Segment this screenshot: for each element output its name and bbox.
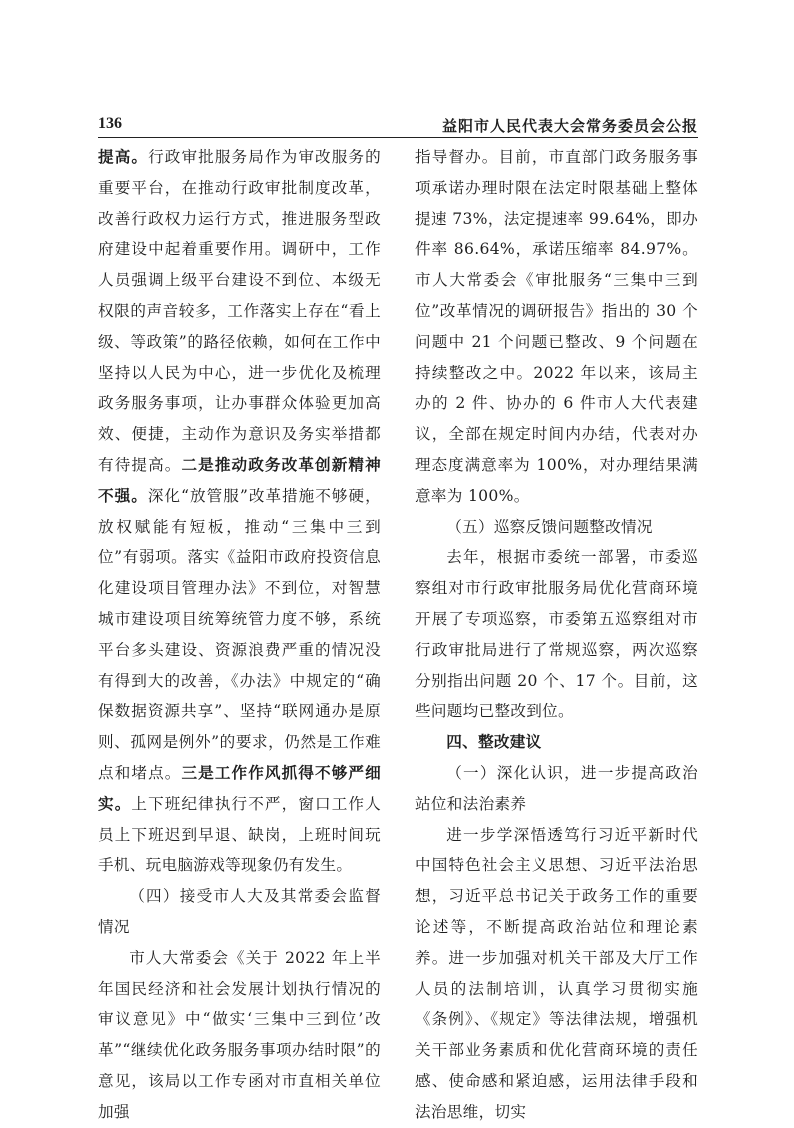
paragraph-text: 行政审批服务局作为审改服务的重要平台，在推动行政审批制度改革，改善行政权力运行方式，推进服务型政府建设中起着重要作用。调研中，工作人员强调上级平台建设不到位、本级无权限的声音较多，工作落实上存在“看上级、等政策”的路径依赖，如何在工作中坚持以人民为中心，进一步优化及梳理政务服务事项，让办事群众体验更加高效、便捷，主动作为意识及务实举措都有待提高。 — [98, 148, 382, 474]
publication-title: 益阳市人民代表大会常务委员会公报 — [441, 117, 698, 135]
section-heading-four: 四、整改建议 — [446, 733, 542, 752]
paragraph-inspection: 去年，根据市委统一部署，市委巡察组对市行政审批服务局优化营商环境开展了专项巡察，市委第五巡察组对市行政审批局进行了常规巡察，两次巡察分别指出问题 20 个、17 个。目前，这些问题均已整改到位。 — [415, 548, 698, 721]
paragraph-recommendation: 进一步学深悟透笃行习近平新时代中国特色社会主义思想、习近平法治思想，习近平总书记关于政务工作的重要论述等，不断提高政治站位和理论素养。进一步加强对机关干部及大厅工作人员的法制培训，认真学习贯彻实施《条例》、《规定》等法律法规，增强机关干部业务素质和优化营商环境的责任感、使命感和紧迫感，运用法律手段和法治思维，切实 — [415, 825, 698, 1121]
paragraph-text: 深化“放管服”改革措施不够硬，放权赋能有短板，推动“三集中三到位”有弱项。落实《益阳市政府投资信息化建设项目管理办法》不到位，对智慧城市建设项目统筹统管力度不够，系统平台多头建设、资源浪费严重的情况没有得到大的改善，《办法》中规定的“确保数据资源共享”、坚持“联网通办是原则、孤网是例外”的要求，仍然是工作难点和堵点。 — [98, 486, 381, 782]
bold-point-three: 三是工作作风抓得不够严细实。 — [98, 763, 381, 813]
paragraph-problems — [98, 142, 381, 881]
page-header — [98, 113, 698, 137]
bold-lead: 提高。 — [98, 148, 149, 166]
header-rule — [98, 137, 698, 138]
paragraph-continued: 指导督办。目前，市直部门政务服务事项承诺办理时限在法定时限基础上整体提速 73%，法定提速率 99.64%，即办件率 86.64%，承诺压缩率 84.97%。市人大常委会《审批服务“三集中三到位”改革情况的调研报告》指出的 30 个问题中 21 个问题已整改、9 个问题在持续整改之中。2022 年以来，该局主办的 2 件、协办的 6 件市人大代表建议，全部在规定时间内办结，代表对办理态度满意率为 100%，对办理结果满意率为 100%。 — [415, 148, 698, 505]
left-column — [98, 142, 381, 1128]
right-column — [415, 142, 698, 1128]
paragraph-supervision: 市人大常委会《关于 2022 年上半年国民经济和社会发展计划执行情况的审议意见》中“做实‘三集中三到位’改革”“继续优化政务服务事项办结时限”的意见，该局以工作专函对市直相关单位加强 — [98, 948, 381, 1121]
subheading-four: （四）接受市人大及其常委会监督情况 — [98, 887, 381, 936]
subheading-five: （五）巡察反馈问题整改情况 — [446, 517, 653, 536]
paragraph-text: 上下班纪律执行不严，窗口工作人员上下班迟到早退、缺岗，上班时间玩手机、玩电脑游戏等现象仍有发生。 — [98, 794, 381, 875]
bold-point-two: 二是推动政务改革创新精神不强。 — [98, 455, 381, 505]
subheading-one: （一）深化认识，进一步提高政治站位和法治素养 — [415, 763, 698, 813]
page-number: 136 — [98, 115, 122, 132]
